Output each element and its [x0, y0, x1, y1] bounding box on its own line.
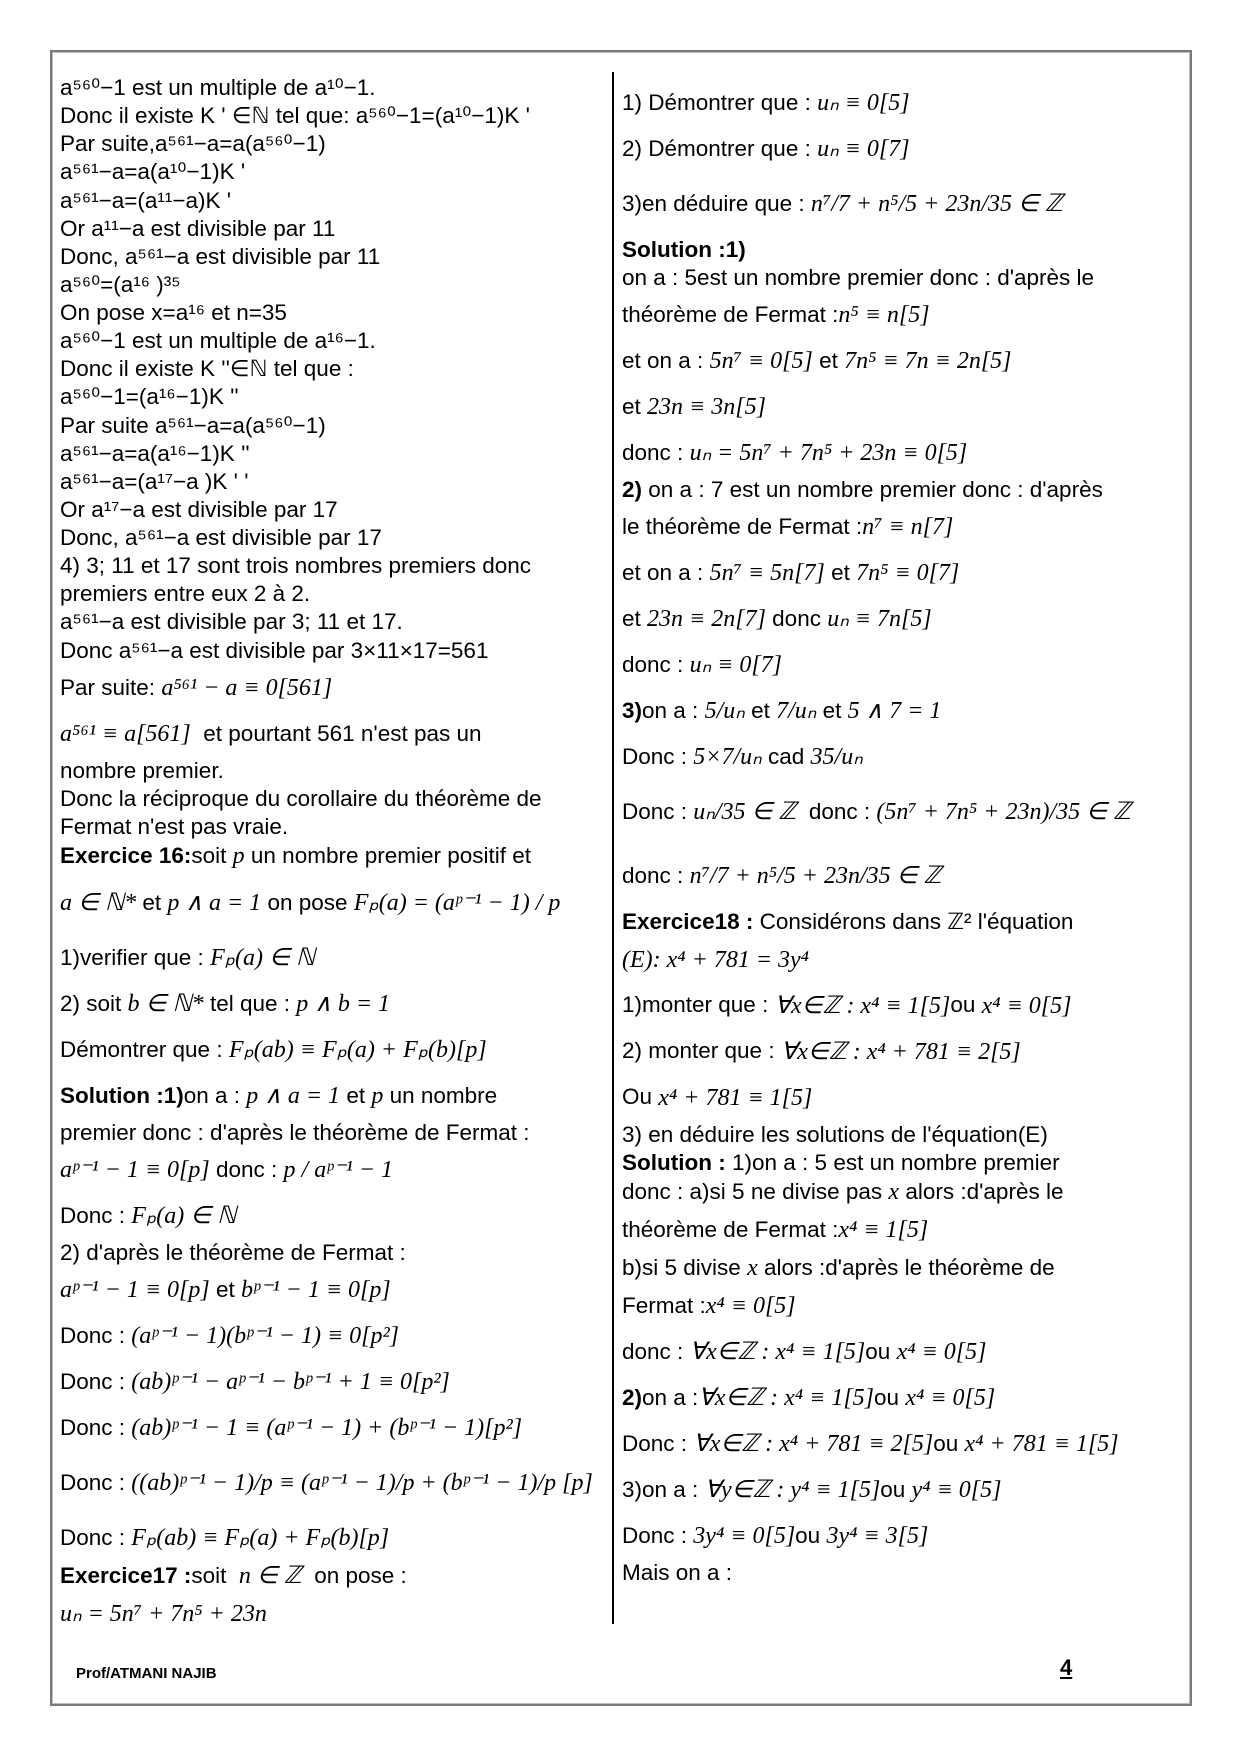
text: et: [822, 698, 842, 724]
text-line: a⁵⁶⁰=(a¹⁶ )³⁵: [60, 271, 181, 297]
math-line: [622, 80, 1182, 126]
text: Donc :: [622, 1430, 688, 1456]
text: alors :d'après le: [905, 1178, 1064, 1204]
math-line: [622, 292, 1182, 338]
text: et on a :: [622, 348, 704, 374]
label: 1)verifier que :: [60, 944, 204, 970]
text-line: nombre premier.: [60, 757, 224, 783]
text: ou: [950, 992, 976, 1018]
text: ou: [874, 1384, 900, 1410]
solution-title: Solution :: [622, 1149, 726, 1175]
label: Par suite:: [60, 674, 156, 700]
equation: uₙ = 5n⁷ + 7n⁵ + 23n: [60, 1601, 267, 1628]
label: 2) Démontrer que :: [622, 135, 811, 161]
equation: x⁴ ≡ 0[5]: [905, 1384, 996, 1411]
math-line: [622, 937, 1182, 983]
label: 3)en déduire que :: [622, 190, 805, 216]
equation: x⁴ + 781 ≡ 1[5]: [964, 1430, 1119, 1457]
equation: Fₚ(a) ∈ ℕ: [210, 945, 316, 971]
equation: n ∈ ℤ: [238, 1563, 302, 1590]
math-line: [60, 1451, 605, 1515]
text: donc :: [622, 863, 684, 889]
equation: ∀x∈ℤ : x⁴ ≡ 1[5]: [698, 1384, 875, 1411]
equation: (5n⁷ + 7n⁵ + 23n)/35 ∈ ℤ: [876, 799, 1131, 826]
text-line: Donc il existe K ''∈ℕ tel que :: [60, 356, 354, 382]
text: théorème de Fermat :: [622, 302, 839, 328]
right-column: [622, 80, 1182, 1587]
math-line: [60, 665, 605, 711]
math-line: [622, 1075, 1182, 1121]
equation: uₙ ≡ 0[5]: [817, 90, 910, 116]
text: et: [622, 394, 641, 420]
text-line: Mais on a :: [622, 1559, 733, 1585]
text-line: a⁵⁶⁰−1 est un multiple de a¹⁶−1.: [60, 328, 376, 354]
equation: ((ab)ᵖ⁻¹ − 1)/p ≡ (aᵖ⁻¹ − 1)/p + (bᵖ⁻¹ − 1)/p [p]: [131, 1470, 593, 1497]
equation: p ∧ a = 1: [167, 890, 262, 916]
equation: a⁵⁶¹ ≡ a[561]: [60, 720, 191, 747]
text-line: [622, 1177, 1182, 1207]
math-line: [60, 1193, 605, 1239]
equation: ∀y∈ℤ : y⁴ ≡ 1[5]: [704, 1476, 881, 1503]
math-line: [622, 596, 1182, 642]
equation: y⁴ ≡ 0[5]: [911, 1476, 1002, 1503]
text: donc :: [622, 652, 684, 678]
label: Donc :: [60, 1415, 126, 1441]
math-line: [60, 981, 605, 1027]
label: 1) Démontrer que :: [622, 89, 811, 115]
label: 1)monter que :: [622, 992, 769, 1018]
equation: 5n⁷ ≡ 5n[7]: [709, 560, 825, 587]
math-line: [60, 1267, 605, 1313]
equation: p ∧ b = 1: [296, 991, 391, 1017]
text-line: premier donc : d'après le théorème de Fermat :: [60, 1120, 530, 1145]
equation: ∀x∈ℤ : x⁴ + 781 ≡ 2[5]: [780, 1038, 1021, 1065]
equation: a⁵⁶¹ − a ≡ 0[561]: [161, 674, 333, 701]
exercise-title: Exercice 16:: [60, 843, 192, 868]
equation: n⁷/7 + n⁵/5 + 23n/35 ∈ ℤ: [689, 863, 942, 890]
text-line: on a : 5est un nombre premier donc : d'après le: [622, 265, 1095, 291]
math-line: [60, 1515, 605, 1561]
math-line: [60, 871, 605, 935]
text: 1)on a : 5 est un nombre premier: [732, 1149, 1060, 1175]
text: le théorème de Fermat :: [622, 514, 863, 540]
label: Donc :: [60, 1203, 126, 1229]
text-line: a⁵⁶⁰−1=(a¹⁶−1)K '': [60, 384, 239, 410]
text-line: 3) en déduire les solutions de l'équation(E): [622, 1121, 1048, 1147]
text: donc :: [808, 799, 871, 825]
equation: 7n⁵ ≡ 0[7]: [856, 560, 960, 587]
text: on a : 7 est un nombre premier donc : d'après: [648, 477, 1103, 503]
text: donc :: [622, 1338, 684, 1364]
equation: x⁴ ≡ 1[5]: [838, 1216, 929, 1243]
math-line: [622, 504, 1182, 550]
text: Donc :: [622, 799, 688, 825]
text: donc :: [215, 1157, 278, 1183]
text: et: [622, 606, 641, 632]
equation: 7/uₙ: [776, 698, 817, 725]
text: b)si 5 divise: [622, 1254, 741, 1280]
equation: p ∧ a = 1: [246, 1083, 341, 1109]
equation: (ab)ᵖ⁻¹ − 1 ≡ (aᵖ⁻¹ − 1) + (bᵖ⁻¹ − 1)[p²]: [131, 1415, 523, 1442]
equation: 5/uₙ: [704, 698, 745, 725]
equation: uₙ/35 ∈ ℤ: [693, 799, 797, 826]
text: alors :d'après le théorème de: [763, 1254, 1055, 1280]
equation: p / aᵖ⁻¹ − 1: [283, 1157, 394, 1184]
text: un nombre: [389, 1082, 498, 1108]
text: on a :: [183, 1082, 241, 1108]
math-line: [60, 1073, 605, 1119]
math-line: [622, 688, 1182, 734]
equation: 35/uₙ: [810, 744, 863, 771]
math-line: [622, 338, 1182, 384]
text: ou: [865, 1338, 891, 1364]
exercise-17-heading: [60, 1561, 605, 1591]
text: Considérons dans ℤ² l'équation: [759, 909, 1074, 935]
equation: 5 ∧ 7 = 1: [847, 698, 942, 725]
var: p: [371, 1083, 384, 1109]
text-line: a⁵⁶¹−a=(a¹⁷−a )K ' ': [60, 468, 249, 494]
math-line: [622, 983, 1182, 1029]
math-line: [60, 1147, 605, 1193]
text-line: Donc, a⁵⁶¹−a est divisible par 11: [60, 243, 381, 269]
math-line: [60, 935, 605, 981]
equation: bᵖ⁻¹ − 1 ≡ 0[p]: [241, 1277, 391, 1304]
equation: Fₚ(a) = (aᵖ⁻¹ − 1) / p: [353, 890, 561, 916]
text-line: On pose x=a¹⁶ et n=35: [60, 300, 287, 325]
text: 3)on a :: [622, 1476, 699, 1502]
label: 2) monter que :: [622, 1038, 775, 1064]
text: on a :: [642, 698, 699, 724]
text-line: Donc, a⁵⁶¹−a est divisible par 17: [60, 525, 382, 550]
text: soit: [191, 1563, 227, 1589]
math-line: [622, 1329, 1182, 1375]
text: Fermat :: [622, 1292, 706, 1318]
text: on a :: [642, 1384, 699, 1410]
text-line: a⁵⁶¹−a=a(a¹⁶−1)K '': [60, 440, 250, 466]
text: donc :: [622, 440, 684, 466]
equation: ∀x∈ℤ : x⁴ ≡ 1[5]: [774, 992, 951, 1019]
equation: 5n⁷ ≡ 0[5]: [709, 348, 813, 375]
equation: n⁷ ≡ n[7]: [862, 514, 954, 541]
exercise-18-heading: [622, 908, 1182, 936]
equation: 3y⁴ ≡ 3[5]: [826, 1522, 929, 1549]
math-line: [622, 642, 1182, 688]
text: soit: [191, 843, 227, 868]
math-line: [622, 430, 1182, 476]
text: on pose :: [314, 1563, 407, 1589]
math-line: [60, 1359, 605, 1405]
text: donc : a)si 5 ne divise pas: [622, 1178, 883, 1204]
equation: (E): x⁴ + 781 = 3y⁴: [622, 946, 810, 973]
text-line: Donc la réciproque du corollaire du théorème de: [60, 785, 542, 811]
equation: 3y⁴ ≡ 0[5]: [693, 1522, 796, 1549]
var: x: [888, 1178, 900, 1205]
equation: aᵖ⁻¹ − 1 ≡ 0[p]: [60, 1277, 210, 1304]
text: et pourtant 561 n'est pas un: [203, 720, 482, 746]
math-line: [622, 734, 1182, 780]
math-line: [60, 1405, 605, 1451]
equation: uₙ ≡ 0[7]: [817, 136, 910, 162]
text-line: Par suite,a⁵⁶¹−a=a(a⁵⁶⁰−1): [60, 131, 326, 157]
math-line: [622, 1513, 1182, 1559]
equation: Fₚ(ab) ≡ Fₚ(a) + Fₚ(b)[p]: [228, 1037, 487, 1063]
equation: x⁴ ≡ 0[5]: [981, 992, 1072, 1019]
text-line: 4) 3; 11 et 17 sont trois nombres premiers donc: [60, 553, 532, 579]
column-divider: [612, 72, 614, 1624]
equation: 23n ≡ 2n[7]: [647, 606, 766, 633]
label: 2) soit: [60, 990, 122, 1016]
text: Ou: [622, 1084, 653, 1110]
text: cad: [768, 744, 805, 770]
text-line: a⁵⁶¹−a=(a¹¹−a)K ': [60, 187, 232, 213]
math-line: [622, 1029, 1182, 1075]
text-line: 2) d'après le théorème de Fermat :: [60, 1240, 406, 1266]
solution-18-heading: [622, 1149, 1182, 1177]
step-label: 3): [622, 698, 643, 724]
var: p: [232, 843, 245, 869]
text-line: premiers entre eux 2 à 2.: [60, 581, 311, 607]
exercise-title: Exercice18 :: [622, 909, 754, 935]
equation: n⁵ ≡ n[5]: [838, 302, 930, 329]
text-line: Or a¹¹−a est divisible par 11: [60, 215, 336, 241]
text: ou: [933, 1430, 959, 1456]
text-line: [622, 476, 1182, 504]
text: Donc :: [622, 1522, 688, 1548]
solution-title: Solution :1): [622, 237, 746, 262]
text: et: [831, 560, 850, 586]
text: et: [346, 1082, 366, 1108]
text-line: Par suite a⁵⁶¹−a=a(a⁵⁶⁰−1): [60, 412, 326, 438]
text-line: Or a¹⁷−a est divisible par 17: [60, 496, 338, 522]
equation: 5×7/uₙ: [693, 744, 762, 771]
math-line: [60, 1313, 605, 1359]
text-line: Donc a⁵⁶¹−a est divisible par 3×11×17=561: [60, 637, 489, 663]
math-line: [622, 844, 1182, 908]
math-line: [60, 1027, 605, 1073]
equation: (aᵖ⁻¹ − 1)(bᵖ⁻¹ − 1) ≡ 0[p²]: [131, 1323, 400, 1350]
equation: (ab)ᵖ⁻¹ − aᵖ⁻¹ − bᵖ⁻¹ + 1 ≡ 0[p²]: [131, 1369, 450, 1396]
text: ou: [880, 1476, 906, 1502]
math-line: [622, 1375, 1182, 1421]
equation: ∀x∈ℤ : x⁴ + 781 ≡ 2[5]: [693, 1430, 934, 1457]
label: Démontrer que :: [60, 1036, 223, 1062]
equation: b ∈ ℕ*: [127, 991, 204, 1017]
math-line: [622, 1207, 1182, 1253]
equation: ∀x∈ℤ : x⁴ ≡ 1[5]: [689, 1338, 866, 1365]
math-line: [622, 172, 1182, 236]
label: Donc :: [60, 1369, 126, 1395]
equation: 7n⁵ ≡ 7n ≡ 2n[5]: [844, 348, 1012, 375]
text-line: Donc il existe K ' ∈ℕ tel que: a⁵⁶⁰−1=(a¹⁰−1)K ': [60, 103, 530, 129]
text: et: [819, 348, 838, 374]
equation: a ∈ ℕ*: [60, 890, 137, 916]
label: Donc :: [60, 1525, 126, 1551]
text-line: Fermat n'est pas vraie.: [60, 813, 289, 839]
label: Donc :: [60, 1470, 126, 1496]
text: et: [751, 698, 770, 724]
left-column: [60, 74, 605, 1637]
text-line: [622, 1253, 1182, 1283]
label: Donc :: [60, 1323, 126, 1349]
math-line: [622, 1421, 1182, 1467]
var: x: [747, 1254, 758, 1281]
step-label: 2): [622, 477, 643, 503]
text-line: a⁵⁶⁰−1 est un multiple de a¹⁰−1.: [60, 75, 376, 100]
text: Donc :: [622, 744, 688, 770]
math-line: [60, 711, 605, 757]
equation: n⁷/7 + n⁵/5 + 23n/35 ∈ ℤ: [810, 191, 1063, 217]
math-line: [622, 780, 1182, 844]
equation: x⁴ ≡ 0[5]: [896, 1338, 987, 1365]
math-line: [622, 550, 1182, 596]
equation: x⁴ + 781 ≡ 1[5]: [658, 1084, 813, 1111]
author-name: Prof/ATMANI NAJIB: [76, 1665, 217, 1682]
equation: uₙ ≡ 7n[5]: [827, 606, 932, 633]
text: on pose: [267, 889, 348, 915]
text: tel que :: [209, 990, 290, 1016]
math-line: [60, 1591, 605, 1637]
text: un nombre premier positif et: [250, 843, 532, 868]
text-line: a⁵⁶¹−a est divisible par 3; 11 et 17.: [60, 609, 403, 635]
exercise-title: Exercice17 :: [60, 1563, 192, 1589]
text: et: [215, 1277, 235, 1303]
exercise-16-heading: [60, 841, 605, 871]
step-label: 2): [622, 1384, 643, 1410]
text: théorème de Fermat :: [622, 1216, 839, 1242]
equation: aᵖ⁻¹ − 1 ≡ 0[p]: [60, 1157, 210, 1184]
equation: uₙ ≡ 0[7]: [689, 652, 782, 679]
math-line: [622, 126, 1182, 172]
equation: x⁴ ≡ 0[5]: [705, 1292, 796, 1319]
equation: Fₚ(ab) ≡ Fₚ(a) + Fₚ(b)[p]: [131, 1525, 390, 1552]
text: et on a :: [622, 560, 704, 586]
solution-title: Solution :1): [60, 1082, 184, 1108]
math-line: [622, 384, 1182, 430]
text: ou: [795, 1522, 821, 1548]
math-line: [622, 1467, 1182, 1513]
equation: uₙ = 5n⁷ + 7n⁵ + 23n ≡ 0[5]: [689, 440, 968, 467]
equation: 23n ≡ 3n[5]: [647, 394, 766, 421]
math-line: [622, 1283, 1182, 1329]
page-number: 4: [1060, 1655, 1073, 1680]
text-line: a⁵⁶¹−a=a(a¹⁰−1)K ': [60, 159, 246, 185]
text: et: [142, 889, 162, 915]
text: donc: [772, 606, 821, 632]
equation: Fₚ(a) ∈ ℕ: [131, 1203, 237, 1230]
